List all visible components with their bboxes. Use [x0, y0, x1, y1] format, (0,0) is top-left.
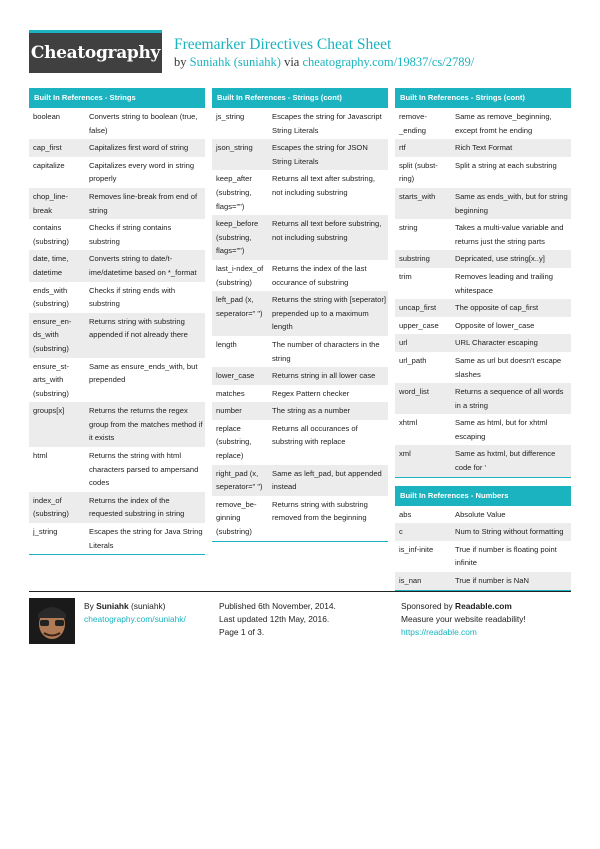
footer-sponsor	[401, 600, 526, 639]
reference-description: Same as remove_beginning, except fromt he ending	[455, 112, 552, 135]
reference-description: Returns all text before substring, not including substring	[268, 215, 388, 260]
reference-description: Returns string with substring removed from the beginning	[268, 496, 388, 541]
table-row	[395, 352, 571, 383]
sponsor-link[interactable]: https://readable.com	[401, 627, 477, 637]
table-row	[212, 496, 388, 541]
reference-description: Capitalizes first word of string	[85, 139, 205, 157]
header	[174, 36, 474, 70]
reference-description: Opposite of lower_case	[455, 320, 535, 330]
table-row	[395, 188, 571, 219]
reference-name: js_string	[216, 112, 245, 121]
table-row	[29, 313, 205, 358]
reference-name: abs	[399, 509, 412, 519]
reference-description: Converts string to date/t-ime/datetime based on *_format	[85, 250, 205, 281]
table-row	[29, 358, 205, 403]
section-strings	[29, 88, 205, 555]
sponsor-tagline: Measure your website readability!	[401, 614, 526, 624]
section-title: Built In References - Strings	[29, 88, 205, 108]
table-row	[212, 108, 388, 139]
table-row	[395, 523, 571, 541]
reference-name: capitalize	[33, 160, 65, 170]
table-row	[395, 506, 571, 524]
table-row	[395, 139, 571, 157]
reference-name: keep_after (substring, flags="")	[216, 174, 252, 211]
reference-description: Regex Pattern checker	[272, 388, 350, 398]
reference-name: string	[399, 223, 418, 233]
reference-name: ensure_st-arts_with (substring)	[33, 361, 69, 398]
updated-date: Last updated 12th May, 2016.	[219, 614, 330, 624]
reference-name: upper_case	[399, 320, 439, 330]
reference-name: left_pad (x, seperator=" ")	[212, 291, 268, 336]
reference-name: replace (substring, replace)	[216, 423, 252, 461]
reference-name: remove_be-ginning (substring)	[212, 496, 268, 541]
reference-name: ensure_en-ds_with (substring)	[29, 313, 85, 358]
reference-description: Returns all occurances of substring with replace	[272, 423, 358, 447]
reference-table	[395, 506, 571, 591]
reference-description: Returns the index of the last occurance of substring	[272, 263, 367, 287]
table-row	[395, 108, 571, 139]
reference-name: groups[x]	[29, 402, 85, 447]
table-row	[29, 523, 205, 555]
reference-name: date, time, datetime	[29, 250, 85, 281]
reference-description: Removes leading and trailing whitespace	[455, 271, 553, 295]
table-row	[395, 572, 571, 590]
reference-name: last_i-ndex_of (substring)	[216, 263, 264, 287]
table-row	[395, 299, 571, 317]
table-row	[212, 402, 388, 420]
reference-name: xml	[395, 445, 451, 477]
reference-description: The string as a number	[268, 402, 388, 420]
reference-description: Removes line-break from end of string	[85, 188, 205, 219]
footer-by: By	[84, 601, 94, 611]
table-row	[212, 336, 388, 367]
byline-by: by	[174, 55, 187, 69]
published-date: Published 6th November, 2014.	[219, 601, 336, 611]
table-row	[395, 157, 571, 188]
reference-name: xhtml	[399, 418, 418, 428]
table-row	[212, 465, 388, 496]
reference-description: Returns the index of the requested substring in string	[85, 492, 205, 523]
table-row	[29, 219, 205, 250]
reference-description: Same as ends_with, but for string beginning	[451, 188, 571, 219]
reference-description: Escapes the string for Javascript String Literals	[272, 112, 382, 135]
table-row	[395, 445, 571, 477]
reference-name: ends_with (substring)	[33, 285, 69, 309]
table-row	[29, 447, 205, 492]
table-row	[29, 402, 205, 447]
reference-description: True if number is NaN	[451, 572, 571, 590]
footer-author-handle: (suniahk)	[131, 601, 166, 611]
section-title: Built In References - Strings (cont)	[395, 88, 571, 108]
footer-author-link[interactable]: cheatography.com/suniahk/	[84, 614, 186, 624]
reference-name: matches	[216, 388, 245, 398]
page-title: Freemarker Directives Cheat Sheet	[174, 36, 392, 53]
reference-name: lower_case	[212, 367, 268, 385]
reference-name: rtf	[395, 139, 451, 157]
reference-name: trim	[399, 271, 412, 281]
section-strings-cont-2	[395, 88, 571, 478]
table-row	[29, 139, 205, 157]
reference-table	[212, 108, 388, 542]
table-row	[212, 291, 388, 336]
table-row	[212, 420, 388, 465]
reference-name: url_path	[399, 355, 427, 365]
table-row	[29, 157, 205, 188]
table-row	[395, 268, 571, 299]
page-number: Page 1 of 3.	[219, 627, 265, 637]
reference-name: starts_with	[395, 188, 451, 219]
reference-description: Returns the string with html characters parsed to ampersand codes	[89, 451, 199, 488]
table-row	[29, 282, 205, 313]
reference-description: Same as html, but for xhtml escaping	[455, 418, 548, 441]
reference-table	[29, 108, 205, 555]
table-row	[395, 383, 571, 414]
reference-description: Depricated, use string[x..y]	[451, 250, 571, 268]
reference-description: URL Character escaping	[451, 334, 571, 352]
table-row	[395, 414, 571, 445]
reference-name: cap_first	[29, 139, 85, 157]
table-row	[29, 108, 205, 139]
sponsor-prefix: Sponsored by	[401, 601, 453, 611]
table-row	[29, 188, 205, 219]
reference-name: json_string	[212, 139, 268, 170]
reference-name: right_pad (x, seperator=" ")	[212, 465, 268, 496]
reference-name: contains (substring)	[33, 223, 69, 246]
reference-description: The number of characters in the string	[272, 339, 380, 363]
footer-publish-info	[219, 600, 336, 639]
reference-name: j_string	[29, 523, 85, 555]
reference-name: boolean	[33, 112, 61, 121]
table-row	[212, 260, 388, 291]
reference-name: uncap_first	[395, 299, 451, 317]
reference-name: is_nan	[395, 572, 451, 590]
reference-description: Returns all text after substring, not including substring	[272, 174, 375, 197]
reference-table	[395, 108, 571, 478]
reference-description: The opposite of cap_first	[451, 299, 571, 317]
reference-name: index_of (substring)	[29, 492, 85, 523]
reference-description: Absolute Value	[455, 509, 506, 519]
author-link[interactable]: Suniahk (suniahk)	[189, 55, 281, 69]
table-row	[212, 385, 388, 403]
reference-name: chop_line-break	[29, 188, 85, 219]
reference-description: Returns the string with [seperator] prepended up to a maximum length	[268, 291, 388, 336]
footer-author-name: Suniahk	[96, 601, 129, 611]
reference-description: Returns a sequence of all words in a string	[451, 383, 571, 414]
reference-name: html	[33, 451, 48, 461]
section-title: Built In References - Numbers	[395, 486, 571, 506]
reference-description: Escapes the string for JSON String Literals	[268, 139, 388, 170]
sponsor-name: Readable.com	[455, 601, 512, 611]
reference-name: length	[216, 339, 237, 349]
reference-description: Same as hxtml, but difference code for '	[451, 445, 571, 477]
section-title: Built In References - Strings (cont)	[212, 88, 388, 108]
table-row	[29, 250, 205, 281]
reference-description: Escapes the string for Java String Literals	[85, 523, 205, 555]
table-row	[395, 541, 571, 572]
section-strings-cont	[212, 88, 388, 542]
reference-description: Checks if string ends with substring	[89, 285, 176, 309]
reference-description: Checks if string contains substring	[89, 223, 172, 246]
reference-name: remove-_ending	[399, 112, 427, 135]
column-1	[29, 88, 205, 563]
table-row	[395, 219, 571, 250]
footer-divider	[29, 591, 571, 592]
reference-description: Same as url but doesn't escape slashes	[455, 355, 562, 379]
reference-description: Returns string in all lower case	[268, 367, 388, 385]
reference-name: c	[395, 523, 451, 541]
reference-description: Rich Text Format	[451, 139, 571, 157]
reference-name: word_list	[395, 383, 451, 414]
byline	[174, 55, 474, 70]
column-2	[212, 88, 388, 550]
reference-description: Takes a multi-value variable and returns just the string parts	[455, 223, 564, 246]
reference-name: url	[395, 334, 451, 352]
byline-via: via	[284, 55, 300, 69]
reference-description: Split a string at each substring	[455, 160, 557, 170]
table-row	[29, 492, 205, 523]
reference-description: Same as ensure_ends_with, but prepended	[89, 361, 198, 385]
table-row	[395, 250, 571, 268]
reference-name: is_inf-inite	[399, 544, 434, 554]
reference-description: Num to String without formatting	[451, 523, 571, 541]
reference-description: Capitalizes every word in string properly	[89, 160, 195, 184]
reference-description: True if number is floating point infinite	[455, 544, 557, 568]
reference-name: split (subst-ring)	[399, 160, 438, 184]
reference-description: Same as left_pad, but appended instead	[268, 465, 388, 496]
table-row	[395, 334, 571, 352]
reference-description: Converts string to boolean (true, false)	[89, 112, 198, 135]
table-row	[212, 170, 388, 215]
reference-name: keep_before (substring, flags="")	[212, 215, 268, 260]
reference-name: number	[212, 402, 268, 420]
table-row	[395, 317, 571, 335]
table-row	[212, 215, 388, 260]
table-row	[212, 367, 388, 385]
column-3	[395, 88, 571, 599]
reference-description: Returns the returns the regex group from the matches method if it exists	[85, 402, 205, 447]
reference-name: substring	[395, 250, 451, 268]
section-numbers	[395, 486, 571, 591]
reference-description: Returns string with substring appended if not already there	[85, 313, 205, 358]
table-row	[212, 139, 388, 170]
cheatography-logo[interactable]: Cheatography	[29, 30, 162, 73]
footer-author	[84, 600, 186, 626]
sheet-url-link[interactable]: cheatography.com/19837/cs/2789/	[302, 55, 475, 69]
author-avatar	[29, 598, 75, 644]
